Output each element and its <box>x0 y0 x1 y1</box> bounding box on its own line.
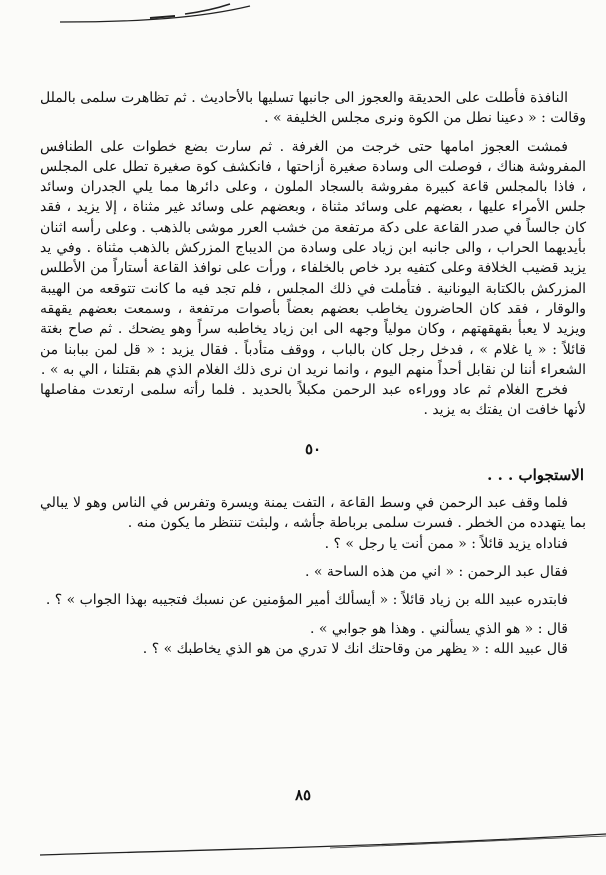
paragraph: فلما وقف عبد الرحمن في وسط القاعة ، التفت يمنة ويسرة وتفرس في الناس وهو لا يبالي بما يتهدده من الخطر . فسرت سلمى برباطة جأشه ، ولبثت تنتظر ما يكون منه . <box>40 495 586 532</box>
paragraph: فمشت العجوز امامها حتى خرجت من الغرفة . ثم سارت بضع خطوات على الطنافس المفروشة هناك ، فوصلت الى وسادة صغيرة أزاحتها ، فانكشف كوة صغيرة تطل على المجلس ، فاذا بالمجلس قاعة كبيرة مفروشة بالسجاد الملون ، وعلى دائرها مما يلي الجدران وسائد جلس الأمراء عليها ، بعضهم على وسائد مثناة ، وبعضهم على وسائد غير مثناة ، إلا يزيد ، فقد كان جالساً في صدر القاعة على دكة مرتفعة من خشب العرر موشى بالذهب . وعلى رأسه اثنان بأيديهما الحراب ، والى جانبه ابن زياد على وسادة من الديباج المزركش بالذهب مثناة . وفي يد يزيد قضيب الخلافة وعلى كتفيه برد خاص بالخلفاء ، ورأت على نوافذ القاعة أستاراً من الأطلس المزركش بالكتابة اليونانية . فتأملت في ذلك المجلس ، فلم تجد فيه ما كانت تتوقعه من الهيبة والوقار ، فقد كان الحاضرون يخاطب بعضهم بعضاً بأصوات مرتفعة ، وسمعت بعضهم يقهقه ويزيد لا يعبأ بقهقهتهم ، وكان مولياً وجهه الى ابن زياد يخاطبه سراً وهو يضحك . ثم صاح بغتة قائلاً : « يا غلام » ، فدخل رجل كان بالباب ، ووقف متأدباً . فقال يزيد : « قل لمن ببابنا من الشعراء أننا لن نقابل أحداً منهم اليوم ، وانما نريد ان نرى ذلك الغلام الذي هم بقتلنا ، الي به » . <box>40 138 586 378</box>
paragraph: فقال عبد الرحمن : « اني من هذه الساحة » . <box>305 563 568 580</box>
top-rule-ornament <box>0 0 606 60</box>
chapter-title: الاستجواب . . . <box>487 465 584 484</box>
body-text <box>40 88 586 659</box>
bottom-rule-ornament <box>0 820 606 875</box>
paragraph: النافذة فأطلت على الحديقة والعجوز الى جانبها تسليها بالأحاديث . ثم تظاهرت سلمى بالملل وقالت : « دعينا نطل من الكوة ونرى مجلس الخليفة » . <box>40 90 586 127</box>
paragraph: فابتدره عبيد الله بن زياد قائلاً : « أيسألك أمير المؤمنين عن نسبك فتجيبه بهذا الجواب » ؟ . <box>45 592 568 609</box>
chapter-number: ٥٠ <box>304 439 322 458</box>
page-number: ٨٥ <box>294 786 312 804</box>
paragraph: فخرج الغلام ثم عاد ووراءه عبد الرحمن مكبلاً بالحديد . فلما رأته سلمى ارتعدت مفاصلها لأنها خافت ان يفتك به يزيد . <box>40 382 586 419</box>
paragraph: قال : « هو الذي يسألني . وهذا هو جوابي » . <box>309 620 568 637</box>
paragraph: قال عبيد الله : « يظهر من وقاحتك انك لا تدري من هو الذي يخاطبك » ؟ . <box>142 640 568 657</box>
paragraph: فناداه يزيد قائلاً : « ممن أنت يا رجل » ؟ . <box>324 535 568 552</box>
